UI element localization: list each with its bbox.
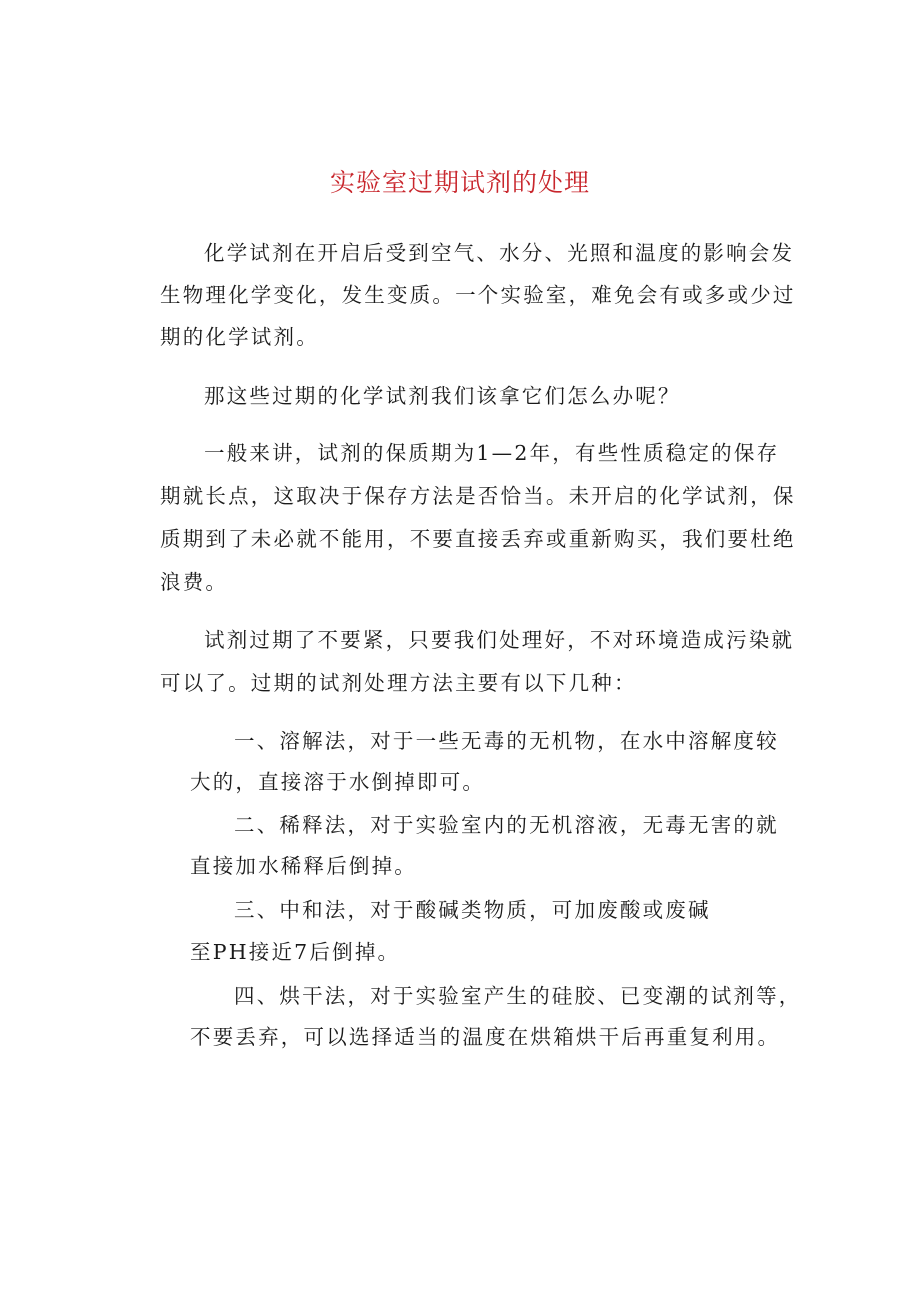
method-2-line-1: 二、稀释法，对于实验室内的无机溶液，无毒无害的就 <box>234 813 779 837</box>
paragraph-4-line-2: 可以了。过期的试剂处理方法主要有以下几种： <box>160 671 637 695</box>
paragraph-4-line-1: 试剂过期了不要紧，只要我们处理好，不对环境造成污染就 <box>204 628 795 652</box>
method-4-line-1: 四、烘干法，对于实验室产生的硅胶、已变潮的试剂等， <box>234 984 802 1008</box>
method-1-line-2: 大的，直接溶于水倒掉即可。 <box>190 770 486 794</box>
paragraph-1-line-1: 化学试剂在开启后受到空气、水分、光照和温度的影响会发 <box>204 241 795 265</box>
method-3-line-1: 三、中和法，对于酸碱类物质，可加废酸或废碱 <box>234 898 711 922</box>
paragraph-3-line-4: 浪费。 <box>160 570 229 594</box>
method-4-line-2: 不要丢弃，可以选择适当的温度在烘箱烘干后再重复利用。 <box>190 1025 781 1049</box>
paragraph-1-line-2: 生物理化学变化，发生变质。一个实验室，难免会有或多或少过 <box>160 283 796 307</box>
method-1-line-1: 一、溶解法，对于一些无毒的无机物，在水中溶解度较 <box>234 729 779 753</box>
document-title: 实验室过期试剂的处理 <box>329 168 590 197</box>
paragraph-3-line-2: 期就长点，这取决于保存方法是否恰当。未开启的化学试剂，保 <box>160 484 796 508</box>
method-3-line-2: 至PH接近7后倒掉。 <box>190 940 401 964</box>
paragraph-3-line-3: 质期到了未必就不能用，不要直接丢弃或重新购买，我们要杜绝 <box>160 527 796 551</box>
paragraph-3-line-1: 一般来讲，试剂的保质期为1—2年，有些性质稳定的保存 <box>204 441 780 465</box>
paragraph-2-line-1: 那这些过期的化学试剂我们该拿它们怎么办呢？ <box>204 384 681 408</box>
paragraph-1-line-3: 期的化学试剂。 <box>160 325 319 349</box>
method-2-line-2: 直接加水稀释后倒掉。 <box>190 854 417 878</box>
